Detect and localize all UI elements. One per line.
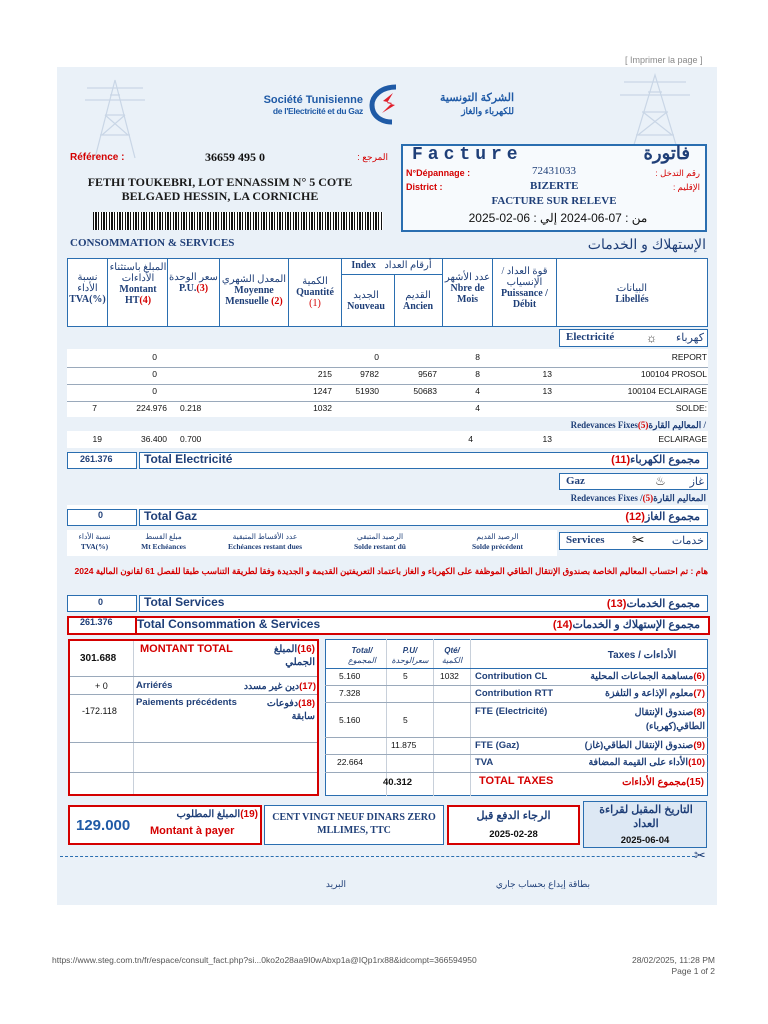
- gaz-label-fr: Gaz: [566, 475, 585, 487]
- footer-page: Page 1 of 2: [671, 966, 715, 976]
- solde-tva: 7: [92, 403, 97, 413]
- section-title-ar: الإستهلاك و الخدمات: [587, 236, 706, 252]
- barcode: [93, 212, 383, 230]
- col-montant-num: (4): [139, 295, 152, 306]
- solde-row: [67, 403, 708, 417]
- col-moyenne-fr: Moyenne Mensuelle: [225, 285, 274, 307]
- total-services-value: 0: [98, 597, 104, 607]
- row-nouveau: 9782: [360, 369, 379, 379]
- table-row: [67, 352, 708, 366]
- gaz-redevances-label: [480, 493, 706, 504]
- tax-label-ar: معلوم الإذاعة و التلفزة: [604, 688, 694, 699]
- services-col-solde-restant-fr: Solde restant dû: [354, 542, 406, 551]
- tax-total: 5.160: [339, 671, 361, 681]
- total-services-num: (13): [606, 598, 627, 610]
- services-label-ar: خدمات: [671, 535, 704, 547]
- invoice-type: FACTURE SUR RELEVE: [491, 195, 617, 207]
- tax-label-fr: Contribution RTT: [475, 688, 554, 699]
- services-col-echeances: [205, 532, 325, 552]
- gaz-redevances-fr: Redevances Fixes /: [570, 493, 643, 503]
- col-quantite-ar: الكمية: [302, 276, 328, 287]
- row-mois: 4: [475, 386, 480, 396]
- col-ancien-ar: القديم: [405, 290, 431, 301]
- amount-due-num: (19): [240, 809, 258, 820]
- footer-datetime: 28/02/2025, 11:28 PM: [631, 955, 715, 965]
- tax-num: (6): [693, 671, 705, 682]
- district-value: BIZERTE: [530, 180, 579, 192]
- total-services-label: Total Services: [144, 595, 225, 609]
- row-puissance: 13: [542, 369, 552, 379]
- services-col-solde-precedent-ar: الرصيد القديم: [476, 532, 519, 541]
- total-conso-num: (14): [552, 619, 573, 631]
- logo-ar-line2: للكهرباء والغاز: [461, 106, 514, 116]
- col-montant-header: [109, 262, 167, 306]
- tax-total: 7.328: [339, 688, 361, 698]
- col-tva-header: [67, 272, 108, 305]
- tax-label-ar: الأداء على القيمة المضافة: [588, 757, 689, 768]
- total-electricite-label: Total Electricité: [144, 452, 233, 466]
- logo-line2: de l'Electricité et du Gaz: [272, 106, 363, 116]
- gaz-redevances-ar: المعاليم القارة: [653, 493, 706, 503]
- logo-ar-line1: الشركة التونسية: [440, 92, 514, 104]
- services-col-tva: [67, 532, 122, 552]
- col-pu-num: (3): [196, 283, 209, 294]
- row-libelle: 100104 ECLAIRAGE: [627, 386, 707, 396]
- depannage-label-ar: رقم التدخل :: [655, 168, 700, 178]
- col-quantite-num: (1): [309, 298, 321, 309]
- col-puissance-fr: Puissance / Débit: [501, 288, 548, 310]
- reference-label: Référence :: [70, 152, 125, 163]
- row-montant: 0: [152, 352, 157, 362]
- next-reading-date: 2025-06-04: [620, 835, 670, 846]
- tax-label-ar: صندوق الإنتقال الطاقي(غاز): [584, 740, 694, 751]
- arrieres-ar-label: دين غير مسدد: [243, 681, 300, 692]
- tax-num: (10): [688, 757, 705, 768]
- reference-label-ar: المرجع :: [357, 152, 388, 162]
- col-quantite-header: [289, 276, 341, 309]
- total-taxes-label: TOTAL TAXES: [479, 775, 554, 787]
- solde-libelle: SOLDE:: [675, 403, 707, 413]
- total-gaz-ar-label: مجموع الغاز: [644, 511, 700, 523]
- col-moyenne-ar: المعدل الشهري: [221, 274, 287, 285]
- total-gaz-label: Total Gaz: [144, 509, 198, 523]
- total-gaz-num: (12): [625, 511, 645, 523]
- customer-address: [70, 175, 370, 203]
- services-col-echeances-fr: Echéances restant dues: [227, 542, 303, 551]
- col-quantite-fr: Quantité: [296, 287, 334, 298]
- services-col-solde-precedent: [440, 532, 555, 552]
- fixed-puissance: 13: [542, 434, 552, 444]
- fixed-libelle: ECLAIRAGE: [658, 434, 707, 444]
- services-col-mt-fr: Mt Echéances: [141, 542, 186, 551]
- tax-num: (7): [693, 688, 705, 699]
- col-mois-ar: عدد الأشهر: [444, 272, 491, 283]
- tax-total: 5.160: [339, 715, 361, 725]
- coupon-card-ar: بطاقة إيداع بحساب جاري: [495, 879, 590, 889]
- col-ancien-fr: Ancien: [403, 301, 433, 312]
- electricite-label-fr: Electricité: [566, 331, 615, 343]
- tax-num: (9): [693, 740, 705, 751]
- total-conso-ar-label: مجموع الإستهلاك و الخدمات: [572, 619, 700, 631]
- services-col-mt-ar: مبلغ القسط: [145, 532, 182, 541]
- flame-icon: ♨: [655, 474, 666, 488]
- services-col-echeances-ar: عدد الأقساط المتبقية: [232, 532, 298, 541]
- col-nouveau-header: [342, 290, 390, 312]
- gaz-label-ar: غاز: [689, 476, 704, 488]
- total-services-ar-label: مجموع الخدمات: [626, 598, 700, 610]
- tax-row: [325, 706, 708, 736]
- col-mois-fr: Nbre de Mois: [450, 283, 485, 305]
- total-taxes-num: (15): [686, 777, 704, 788]
- col-ancien-header: [394, 290, 442, 312]
- total-conso-value: 261.376: [80, 617, 113, 627]
- table-row: [67, 386, 708, 400]
- tax-num: (8): [693, 707, 705, 718]
- solde-mois: 4: [475, 403, 480, 413]
- tax-label-fr: TVA: [475, 757, 494, 768]
- customer-line2: BELGAED HESSIN, LA CORNICHE: [121, 189, 319, 203]
- col-pu-header: [168, 272, 219, 294]
- row-ancien: 50683: [413, 386, 437, 396]
- row-montant: 0: [152, 386, 157, 396]
- col-pu-ar: سعر الوحدة: [169, 272, 218, 283]
- fixed-montant: 36.400: [141, 434, 167, 444]
- fixed-row: [67, 434, 708, 448]
- total-conso-ar: [470, 618, 700, 631]
- elec-redevances-num: (5): [637, 420, 649, 430]
- total-gaz-value: 0: [98, 510, 104, 520]
- taxes-header-qte: [435, 646, 469, 666]
- total-conso-label: Total Consommation & Services: [137, 617, 321, 631]
- col-tva-ar: نسبة الأداء: [77, 272, 98, 294]
- bulb-icon: ☼: [646, 331, 657, 345]
- tax-pu: 5: [403, 715, 408, 725]
- col-mois-header: [443, 272, 492, 305]
- section-title-fr: CONSOMMATION & SERVICES: [70, 237, 235, 249]
- elec-redevances-ar: المعاليم القارة /: [648, 420, 706, 430]
- arrieres-value: + 0: [95, 681, 108, 691]
- due-date-value: 2025-02-28: [489, 829, 538, 840]
- arrieres-ar: [230, 681, 316, 692]
- district-label: District :: [406, 182, 443, 192]
- solde-montant: 224.976: [136, 403, 167, 413]
- montant-total-value: 301.688: [80, 653, 117, 664]
- row-nouveau: 51930: [355, 386, 379, 396]
- legal-notice: هام : تم احتساب المعاليم الخاصة بصندوق الإنتقال الطاقي الموظفة على الكهرباء و الغاز باعتماد التعريفتين القديمة و الجديدة وفقا لطريقة التناسب طبقا للفصل 61 لقانون المالية 2024: [74, 566, 708, 576]
- row-mois: 8: [475, 369, 480, 379]
- taxes-header-pu-fr: P.U/: [402, 646, 418, 655]
- row-libelle: REPORT: [671, 352, 707, 362]
- coupon-post-ar: البريد: [325, 879, 346, 889]
- col-tva-fr: TVA(%): [69, 294, 106, 305]
- tax-row: [325, 757, 708, 771]
- row-quantite: 215: [317, 369, 332, 379]
- amount-due-value: 129.000: [76, 817, 131, 834]
- taxes-header-pu: [388, 646, 432, 666]
- taxes-header-total-ar: المجموع: [348, 656, 376, 665]
- logo-text-ar: [410, 92, 514, 118]
- col-libelles-fr: Libellés: [615, 294, 649, 305]
- amount-due-ar-label: المبلغ المطلوب: [176, 809, 241, 820]
- row-nouveau: 0: [374, 352, 379, 362]
- table-row: [67, 369, 708, 383]
- billing-period: من : 07-06-2024 إلي : 06-02-2025: [468, 211, 648, 225]
- row-libelle: 100104 PROSOL: [640, 369, 707, 379]
- tax-label-fr: FTE (Electricité): [475, 706, 548, 717]
- tax-qte: 1032: [440, 671, 459, 681]
- tax-row: [325, 671, 708, 685]
- tax-total: 22.664: [337, 757, 363, 767]
- logo-line1: Société Tunisienne: [263, 94, 363, 106]
- col-puissance-ar: قوة العداد / الإنسياب: [501, 266, 548, 288]
- taxes-header-pu-ar: سعرالوحدة: [391, 656, 429, 665]
- tax-label-fr: FTE (Gaz): [475, 740, 520, 751]
- services-col-solde-restant-ar: الرصيد المتبقي: [356, 532, 404, 541]
- depannage-value: 72431033: [532, 165, 576, 177]
- total-gaz-ar: [540, 510, 700, 523]
- col-nouveau-fr: Nouveau: [347, 301, 385, 312]
- taxes-header-label: Taxes / الأداءات: [607, 650, 677, 661]
- row-ancien: 9567: [418, 369, 437, 379]
- amount-due-label: Montant à payer: [150, 825, 235, 837]
- paiements-label: Paiements précédents: [136, 697, 237, 708]
- district-label-ar: الإقليم :: [672, 182, 700, 192]
- taxes-header-qte-ar: الكمية: [441, 656, 463, 665]
- elec-redevances-fr: Redevances Fixes: [570, 420, 638, 430]
- montant-total-ar: [255, 643, 315, 669]
- gaz-redevances-num: (5): [642, 493, 654, 503]
- logo-text-fr: [255, 95, 363, 117]
- row-quantite: 1247: [313, 386, 332, 396]
- services-col-tva-ar: نسبة الأداء: [78, 532, 111, 541]
- pylon-watermark-left: [75, 70, 185, 160]
- row-montant: 0: [152, 369, 157, 379]
- fixed-pu: 0.700: [180, 434, 202, 444]
- facture-title-ar: فاتورة: [643, 143, 690, 163]
- depannage-label: N°Dépannage :: [406, 168, 471, 178]
- col-libelles-ar: البيانات: [616, 283, 648, 294]
- amount-due-ar: [160, 809, 258, 820]
- services-col-mt: [126, 532, 201, 552]
- solde-pu: 0.218: [180, 403, 202, 413]
- tax-pu: 5: [403, 671, 408, 681]
- taxes-header-total: [340, 646, 384, 666]
- total-taxes-ar-label: مجموع الأداءات: [622, 777, 687, 788]
- tax-label-fr: Contribution CL: [475, 671, 548, 682]
- fixed-tva: 19: [92, 434, 102, 444]
- services-col-tva-fr: TVA(%): [80, 542, 109, 551]
- col-pu-fr: P.U.: [178, 283, 197, 294]
- arrieres-num: (17): [299, 681, 316, 692]
- paiements-value: -172.118: [82, 706, 117, 716]
- montant-total-label: MONTANT TOTAL: [140, 643, 233, 655]
- col-libelles-header: [557, 283, 707, 305]
- cut-line: [60, 856, 695, 857]
- print-link[interactable]: [ Imprimer la page ]: [625, 55, 703, 65]
- row-mois: 8: [475, 352, 480, 362]
- tax-row: [325, 688, 708, 702]
- taxes-header-total-fr: Total/: [351, 646, 373, 655]
- taxes-header-qte-fr: Qté/: [444, 646, 460, 655]
- col-moyenne-num: (2): [271, 296, 283, 307]
- paiements-ar: [255, 697, 315, 723]
- col-montant-fr: Montant HT: [119, 284, 157, 306]
- next-reading-label-ar: التاريخ المقبل لقراءة العداد: [599, 804, 693, 830]
- montant-total-num: (16): [297, 644, 315, 655]
- col-index-group: [341, 260, 442, 271]
- row-puissance: 13: [542, 386, 552, 396]
- total-taxes-value: 40.312: [383, 777, 413, 788]
- services-col-solde-restant: [330, 532, 430, 552]
- tax-label-ar: مساهمة الجماعات المحلية: [590, 671, 694, 682]
- tax-pu: 11.875: [391, 740, 417, 750]
- total-electricite-num: (11): [611, 454, 631, 466]
- services-label-fr: Services: [566, 534, 605, 546]
- facture-title-fr: Facture: [412, 145, 523, 165]
- tools-icon: ✂: [632, 532, 645, 549]
- scissors-icon: ✂: [694, 847, 706, 863]
- col-moyenne-header: [220, 274, 288, 307]
- due-date-label-ar: الرجاء الدفع قبل: [476, 810, 551, 822]
- total-electricite-ar: [540, 453, 700, 466]
- services-col-solde-precedent-fr: Solde précédent: [471, 542, 524, 551]
- fixed-mois: 4: [468, 434, 473, 444]
- col-puissance-header: [493, 266, 556, 310]
- col-index-fr: Index: [351, 260, 376, 271]
- elec-redevances-label: [480, 420, 706, 431]
- montant-total-ar-label: المبلغ الجملي: [273, 644, 315, 668]
- col-montant-ar: المبلغ باستثناء الأداءات: [109, 262, 167, 284]
- reference-value: 36659 495 0: [205, 150, 265, 164]
- paiements-num: (18): [298, 698, 315, 709]
- total-services-ar: [540, 597, 700, 610]
- tax-row: [325, 740, 708, 754]
- footer-url[interactable]: https://www.steg.com.tn/fr/espace/consult_fact.php?si...0ko2o28aa9I0wAbxp1a@IQp1rx88&idcompt=366594950: [52, 955, 477, 965]
- col-index-ar: أرقام العداد: [384, 260, 432, 271]
- paiements-ar-label: دفوعات سابقة: [266, 698, 315, 722]
- customer-line1: FETHI TOUKEBRI, LOT ENNASSIM N° 5 COTE: [87, 175, 353, 189]
- amount-in-words: CENT VINGT NEUF DINARS ZERO MLLIMES, TTC: [272, 812, 436, 836]
- electricite-label-ar: كهرباء: [676, 332, 704, 344]
- total-taxes-ar: [580, 777, 704, 788]
- steg-logo-icon: [368, 83, 408, 125]
- solde-quantite: 1032: [313, 403, 332, 413]
- arrieres-label: Arriérés: [136, 680, 173, 691]
- tax-label-ar: صندوق الإنتقال الطاقي(كهرباء): [634, 707, 705, 732]
- total-electricite-value: 261.376: [80, 454, 113, 464]
- total-electricite-ar-label: مجموع الكهرباء: [630, 454, 700, 466]
- col-nouveau-ar: الجديد: [353, 290, 379, 301]
